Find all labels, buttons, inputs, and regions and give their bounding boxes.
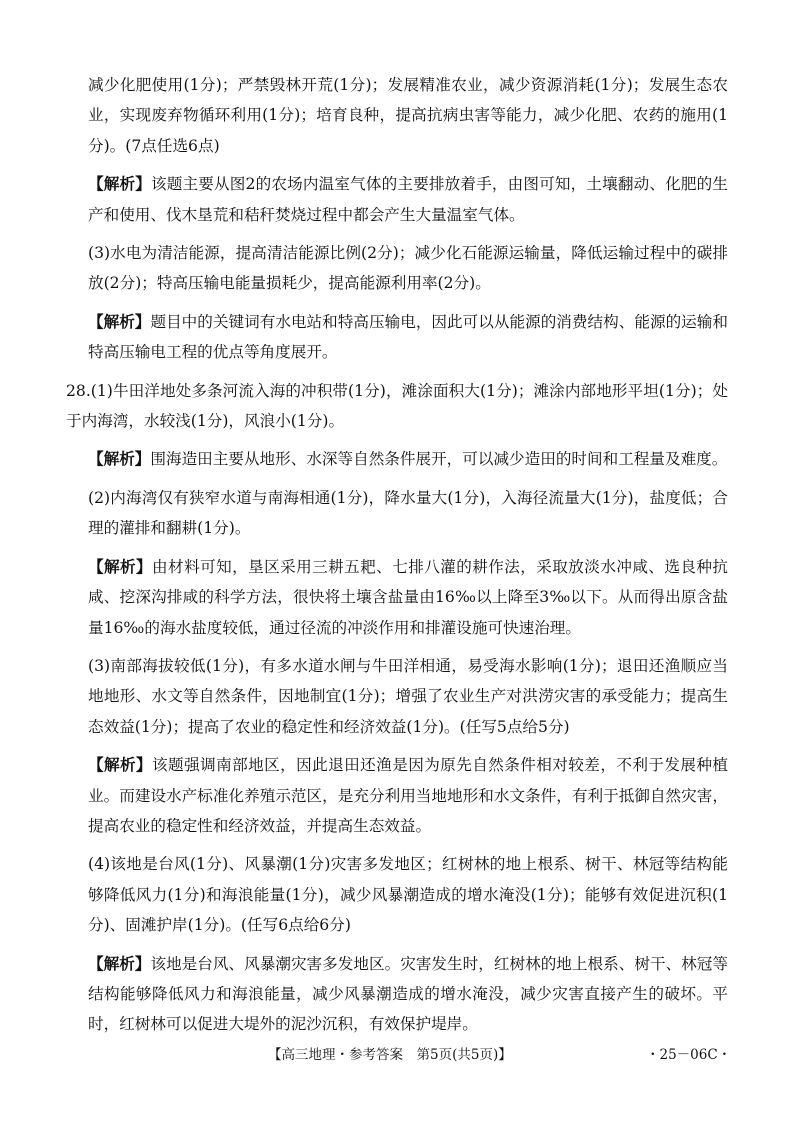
paragraph-text: (2)内海湾仅有狭窄水道与南海相通(1分)，降水量大(1分)，入海径流量大(1分)，盐度低；合理的灌排和翻耕(1分)。 — [88, 488, 728, 538]
paragraph-q28-1-analysis — [88, 444, 728, 474]
paragraph-q28-3-analysis — [88, 750, 728, 841]
analysis-tag: 【解析】 — [88, 556, 153, 576]
paragraph-q27-3-answer — [88, 238, 728, 299]
analysis-tag: 【解析】 — [88, 755, 153, 775]
paragraph-q27-2-answer-cont — [88, 70, 728, 161]
paragraph-text: 减少化肥使用(1分)；严禁毁林开荒(1分)；发展精准农业，减少资源消耗(1分)；发展生态农业，实现废弃物循环利用(1分)；培育良种，提高抗病虫害等能力，减少化肥、农药的施用(1分)。(7点任选6点) — [88, 76, 728, 155]
footer-code: ・25－06C・ — [646, 1047, 732, 1063]
analysis-tag: 【解析】 — [88, 449, 151, 469]
answer-content — [66, 70, 728, 1048]
paragraph-text: 由材料可知，垦区采用三耕五耙、七排八灌的耕作法，采取放淡水冲咸、选良种抗咸、挖深沟排咸的科学方法，很快将土壤含盐量由16‰以上降至3‰以下。从而得出原含盐量16‰的海水盐度较低，通过径流的冲淡作用和排灌设施可快速治理。 — [88, 557, 728, 637]
paragraph-q28-3-answer — [88, 651, 728, 742]
paragraph-text: 题目中的关键词有水电站和特高压输电，因此可以从能源的消费结构、能源的运输和特高压输电工程的优点等角度展开。 — [88, 312, 728, 362]
paragraph-q28-2-answer — [88, 483, 728, 544]
analysis-tag: 【解析】 — [88, 953, 151, 973]
paragraph-text: (3)水电为清洁能源，提高清洁能源比例(2分)；减少化石能源运输量，降低运输过程中的碳排放(2分)；特高压输电能量损耗少，提高能源利用率(2分)。 — [88, 244, 728, 293]
paragraph-q28-4-answer — [88, 849, 728, 940]
paragraph-text: 该题主要从图2的农场内温室气体的主要排放着手，由图可知，土壤翻动、化肥的生产和使用、伐木垦荒和秸秆焚烧过程中都会产生大量温室气体。 — [88, 175, 728, 224]
analysis-tag: 【解析】 — [88, 311, 151, 331]
paragraph-text: (4)该地是台风(1分)、风暴潮(1分)灾害多发地区；红树林的地上根系、树干、林冠等结构能够降低风力(1分)和海浪能量(1分)，减少风暴潮造成的增水淹没(1分)；能够有效促进沉积(1分)、固滩护岸(1分)。(任写6点给6分) — [88, 855, 728, 935]
paragraph-q28-1-answer — [66, 376, 728, 437]
paragraph-text: 28.(1)牛田洋地处多条河流入海的冲积带(1分)，滩涂面积大(1分)；滩涂内部地形平坦(1分)；处于内海湾，水较浅(1分)，风浪小(1分)。 — [66, 381, 728, 431]
paragraph-q28-4-analysis — [88, 949, 728, 1040]
paragraph-text: 围海造田主要从地形、水深等自然条件展开，可以减少造田的时间和工程量及难度。 — [150, 450, 728, 469]
paragraph-q27-3-analysis — [88, 307, 728, 368]
paragraph-text: 该地是台风、风暴潮灾害多发地区。灾害发生时，红树林的地上根系、树干、林冠等结构能够降低风力和海浪能量，减少风暴潮造成的增水淹没，减少灾害直接产生的破坏。平时，红树林可以促进大堤外的泥沙沉积，有效保护堤岸。 — [88, 954, 728, 1034]
paragraph-q28-2-analysis — [88, 552, 728, 643]
paragraph-text: (3)南部海拔较低(1分)，有多水道水闸与牛田洋相通，易受海水影响(1分)；退田还渔顺应当地地形、水文等自然条件，因地制宜(1分)；增强了农业生产对洪涝灾害的承受能力；提高生态效益(1分)；提高了农业的稳定性和经济效益(1分)。(任写5点给5分) — [88, 656, 728, 736]
paragraph-q27-2-analysis — [88, 169, 728, 230]
page-footer — [0, 1043, 800, 1067]
paragraph-text: 该题强调南部地区，因此退田还渔是因为原先自然条件相对较差，不利于发展种植业。而建设水产标准化养殖示范区，是充分利用当地地形和水文条件，有利于抵御自然灾害，提高农业的稳定性和经济效益，并提高生态效益。 — [88, 756, 728, 835]
footer-page-label: 【高三地理・参考答案 第5页(共5页)】 — [268, 1047, 512, 1063]
analysis-tag: 【解析】 — [88, 174, 152, 194]
